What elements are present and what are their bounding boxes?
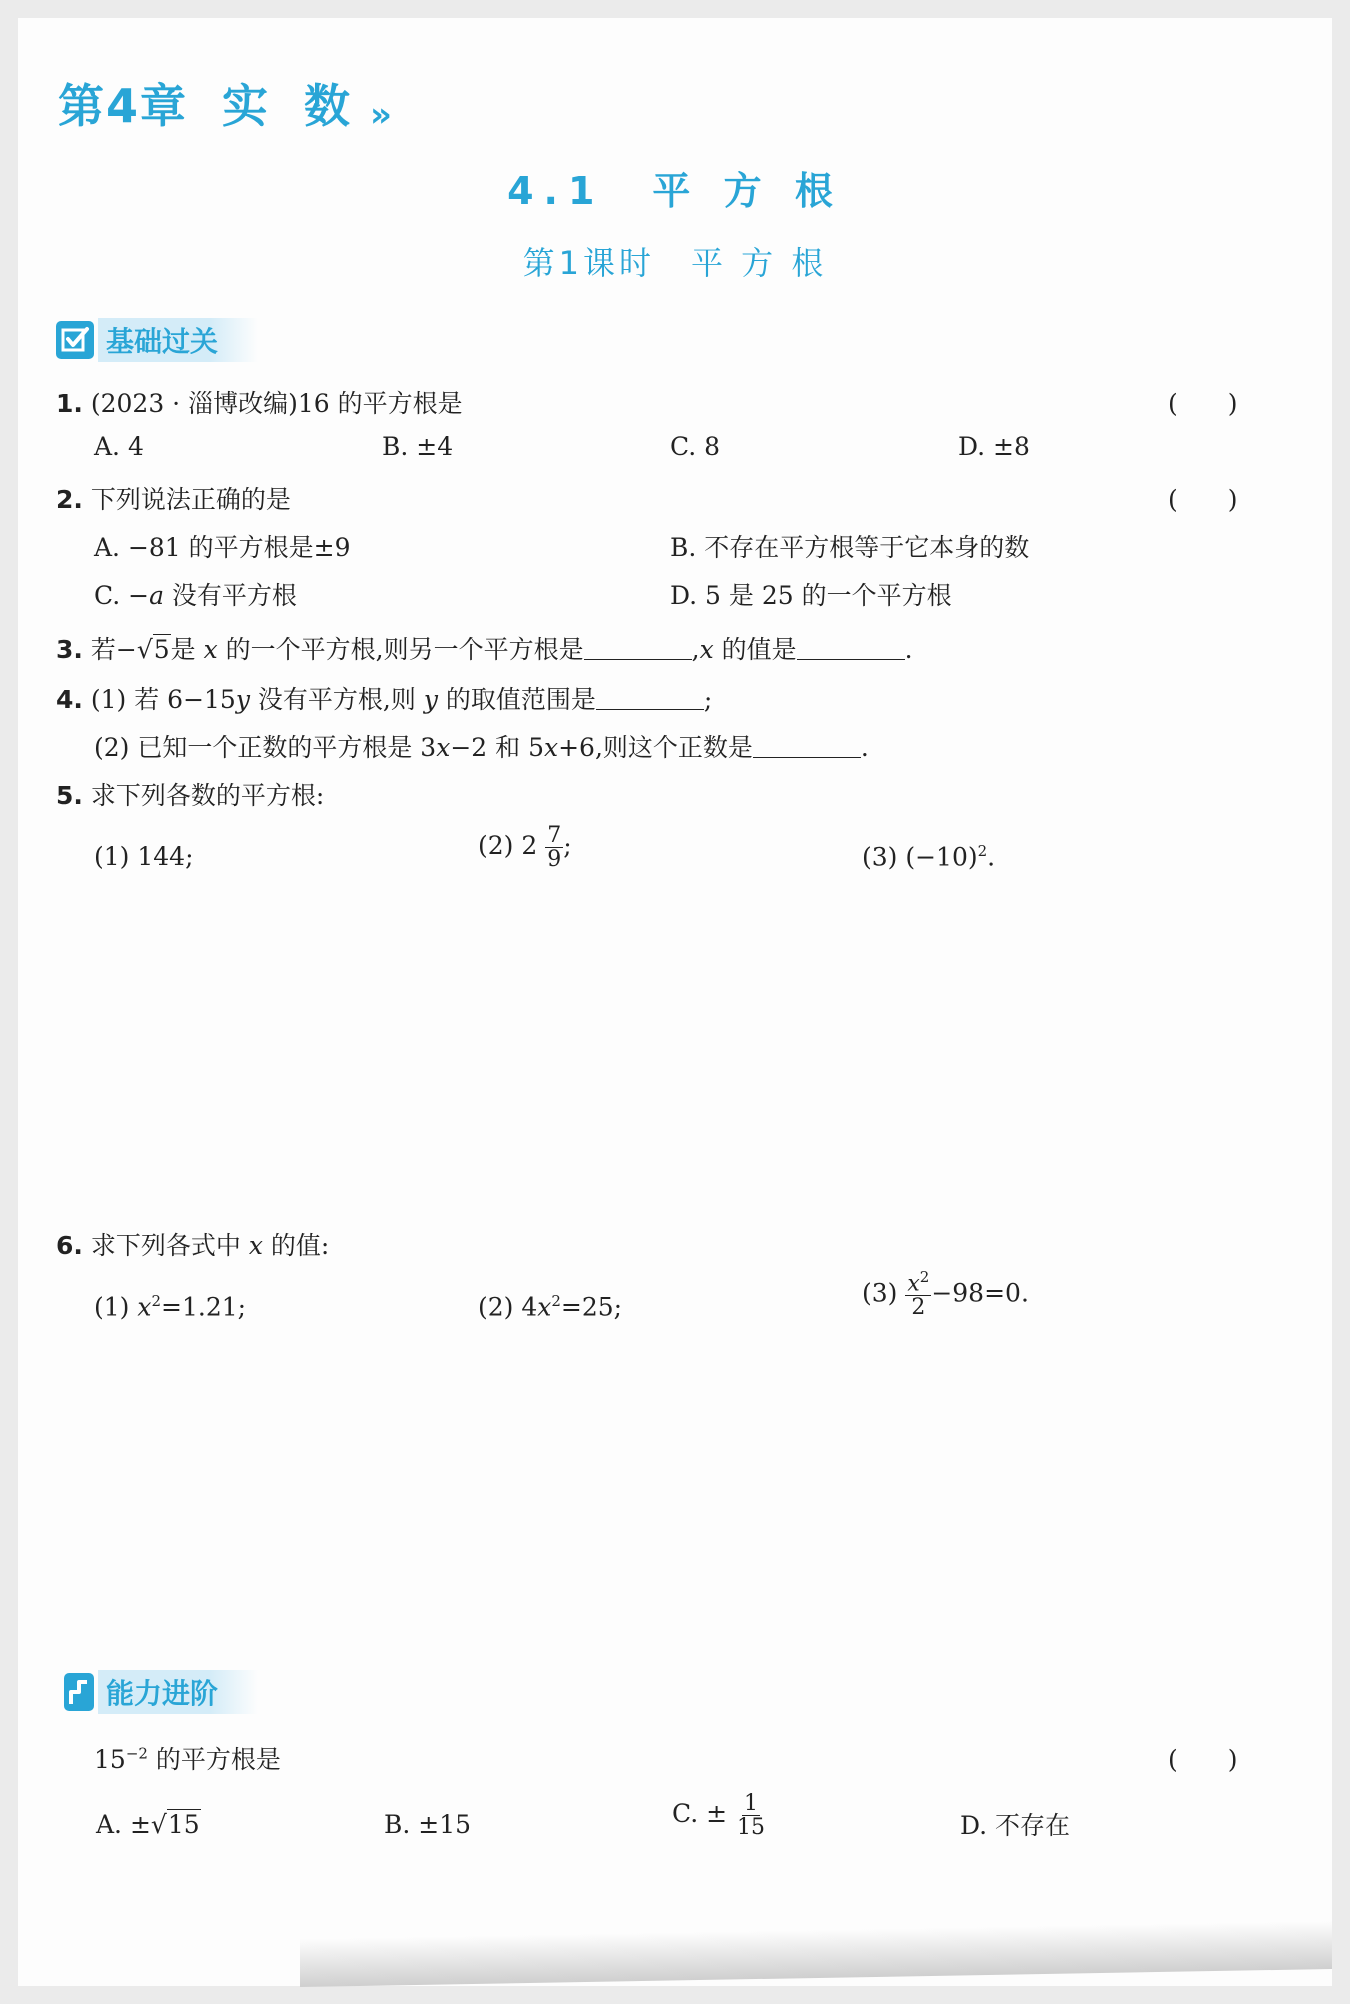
text: (3): [862, 1278, 906, 1308]
question-number: 6.: [56, 1231, 83, 1260]
text: =1.21;: [161, 1292, 247, 1322]
checkbox-icon: [56, 321, 94, 359]
text: 的一个平方根,则另一个平方根是: [217, 635, 584, 664]
exponent: 2: [551, 1292, 561, 1310]
text: ,: [691, 635, 700, 664]
answer-blank[interactable]: [797, 637, 905, 660]
variable: a: [149, 581, 164, 610]
exponent: −2: [125, 1744, 148, 1763]
option-d: D. 不存在: [960, 1811, 1071, 1840]
text: 若−: [90, 635, 137, 664]
variable: x: [248, 1231, 263, 1260]
q5-part-1: (1) 144;: [94, 842, 194, 871]
answer-bracket: ( ): [1168, 1745, 1238, 1774]
variable: y: [235, 685, 250, 714]
question-4-part-2: [94, 728, 869, 764]
text: ;: [703, 685, 713, 714]
denominator: 15: [737, 1815, 766, 1841]
question-number: 4.: [56, 685, 83, 714]
chapter-word-2: 数: [304, 79, 353, 133]
q6-part-2: [478, 1292, 622, 1321]
sqrt-sign: √: [150, 1810, 167, 1839]
text: (2) 2: [478, 831, 538, 861]
q6-part-1: [94, 1292, 246, 1321]
text: 的值是: [713, 635, 797, 664]
step-up-icon: [64, 1673, 94, 1711]
option-b: B. ±15: [384, 1810, 472, 1839]
numerator: [905, 1270, 931, 1296]
chapter-word-1: 实: [222, 79, 271, 133]
variable: x: [537, 1292, 552, 1322]
lesson-title: 第1课时 平 方 根: [522, 244, 828, 282]
text: −2 和 5: [450, 733, 544, 762]
option-c: [672, 1792, 767, 1839]
variable: x: [543, 733, 559, 762]
question-stem: (2023 · 淄博改编)16 的平方根是: [90, 389, 463, 418]
option-c-prefix: C. −: [94, 581, 150, 610]
chapter-title: [58, 70, 394, 136]
radicand: 15: [167, 1810, 200, 1839]
text: .: [904, 635, 913, 664]
answer-bracket: ( ): [1168, 389, 1238, 418]
text: (2) 4: [478, 1292, 538, 1322]
fraction: [545, 824, 563, 871]
question-4: [56, 680, 712, 716]
text: A. ±: [96, 1810, 151, 1839]
answer-blank[interactable]: [596, 687, 704, 710]
variable: x: [907, 1271, 920, 1297]
text: (2) 已知一个正数的平方根是 3: [94, 733, 437, 762]
question-6: [56, 1226, 329, 1262]
advanced-question: [94, 1740, 281, 1776]
answer-bracket: ( ): [1168, 485, 1238, 514]
question-2: [56, 480, 291, 516]
fraction: [905, 1270, 931, 1320]
numerator: 1: [744, 1791, 759, 1816]
question-3: [56, 630, 913, 666]
text: (1): [94, 1292, 138, 1322]
option-a: A. 4: [94, 432, 144, 461]
option-c: [94, 576, 297, 612]
variable: x: [203, 635, 218, 664]
text: .: [860, 733, 869, 762]
variable: y: [423, 685, 438, 714]
question-1: [56, 384, 463, 420]
answer-blank[interactable]: [753, 735, 861, 758]
answer-blank[interactable]: [584, 637, 692, 660]
question-5: [56, 776, 324, 812]
text: +6,则这个正数是: [558, 733, 753, 762]
text: .: [987, 842, 996, 872]
variable: x: [137, 1292, 152, 1322]
option-c-text: 没有平方根: [163, 581, 297, 610]
variable: x: [436, 733, 451, 762]
text: C. ±: [672, 1799, 728, 1829]
variable: x: [699, 635, 714, 664]
question-number: 3.: [56, 635, 83, 664]
text: −98=0.: [931, 1278, 1029, 1308]
chapter-label: 第4章: [58, 79, 189, 133]
exponent: 2: [977, 842, 988, 860]
double-chevron-icon: »: [370, 95, 394, 135]
text: =25;: [560, 1292, 623, 1322]
basic-section-heading: [56, 318, 258, 362]
option-c: C. 8: [670, 432, 721, 461]
option-a: [96, 1810, 201, 1839]
advanced-heading-label: 能力进阶: [98, 1670, 258, 1714]
fraction: [735, 1792, 767, 1839]
question-stem: 求下列各数的平方根:: [90, 781, 325, 810]
text: ;: [563, 831, 572, 861]
option-d: D. ±8: [958, 432, 1030, 461]
option-d: D. 5 是 25 的一个平方根: [670, 581, 952, 610]
text: 的值:: [262, 1231, 330, 1260]
question-stem: 的平方根是: [147, 1745, 281, 1774]
question-number: 1.: [56, 389, 83, 418]
question-number: 2.: [56, 485, 83, 514]
basic-heading-label: 基础过关: [98, 318, 258, 362]
advanced-section-heading: [64, 1670, 258, 1714]
text: (3) (−10): [862, 842, 978, 872]
q6-part-3: [862, 1270, 1029, 1320]
text: (1) 若 6−15: [90, 685, 236, 714]
numerator: 7: [547, 823, 562, 848]
q5-part-2: [478, 824, 572, 871]
question-number: 5.: [56, 781, 83, 810]
text: 没有平方根,则: [249, 685, 424, 714]
text: 是: [170, 635, 204, 664]
text: 的取值范围是: [437, 685, 596, 714]
text: 求下列各式中: [90, 1231, 249, 1260]
denominator: 9: [547, 847, 562, 873]
text: 15: [94, 1745, 126, 1774]
option-b: B. 不存在平方根等于它本身的数: [670, 533, 1030, 562]
exponent: 2: [919, 1268, 930, 1286]
option-b: B. ±4: [382, 432, 454, 461]
exponent: 2: [151, 1292, 162, 1310]
option-a: A. −81 的平方根是±9: [94, 533, 351, 562]
question-stem: 下列说法正确的是: [90, 485, 291, 514]
sqrt-sign: √: [136, 635, 153, 664]
radicand: 5: [153, 635, 170, 664]
section-title: 4.1 平 方 根: [507, 169, 843, 213]
q5-part-3: [862, 842, 995, 871]
denominator: 2: [911, 1295, 926, 1321]
